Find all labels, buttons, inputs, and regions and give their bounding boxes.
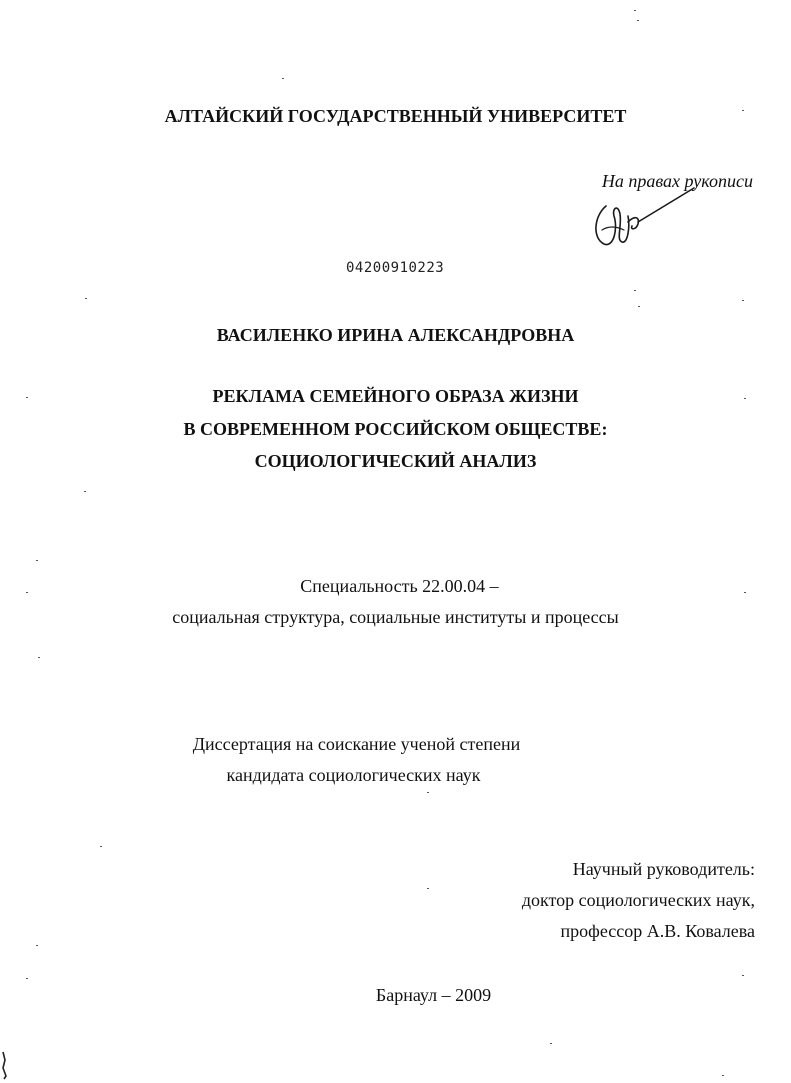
advisor-degree: доктор социологических наук, (521, 890, 755, 910)
scan-speck (637, 20, 639, 21)
title-line-1: РЕКЛАМА СЕМЕЙНОГО ОБРАЗА ЖИЗНИ (212, 386, 579, 406)
specialty-code: Специальность 22.00.04 – (300, 576, 499, 596)
title-line-3: СОЦИОЛОГИЧЕСКИЙ АНАЛИЗ (254, 451, 537, 471)
dissertation-field: кандидата социологических наук (226, 765, 481, 785)
author-name: ВАСИЛЕНКО ИРИНА АЛЕКСАНДРОВНА (216, 325, 575, 345)
scan-speck (282, 78, 284, 79)
scan-speck (36, 560, 38, 561)
scan-speck (744, 398, 746, 399)
scan-speck (36, 945, 38, 946)
university-name: АЛТАЙСКИЙ ГОСУДАРСТВЕННЫЙ УНИВЕРСИТЕТ (164, 106, 627, 126)
city-year: Барнаул – 2009 (375, 985, 492, 1005)
scan-speck (38, 657, 40, 658)
scan-speck (84, 491, 86, 492)
scan-edge-mark (0, 1050, 10, 1080)
scan-speck (722, 1075, 724, 1076)
signature-icon (588, 186, 698, 256)
scan-speck (100, 846, 102, 847)
advisor-name: профессор А.В. Ковалева (560, 921, 755, 941)
scan-speck (85, 298, 87, 299)
scan-speck (742, 300, 744, 301)
scan-speck (427, 888, 429, 889)
manuscript-note: На правах рукописи (601, 171, 753, 191)
scan-speck (427, 792, 429, 793)
scan-speck (742, 110, 744, 111)
scan-speck (744, 592, 746, 593)
scan-speck (638, 306, 640, 307)
dissertation-degree: Диссертация на соискание ученой степени (192, 734, 521, 754)
advisor-heading: Научный руководитель: (572, 859, 755, 879)
scan-speck (742, 975, 744, 976)
registration-number: 04200910223 (346, 260, 445, 276)
scan-speck (634, 10, 636, 11)
title-line-2: В СОВРЕМЕННОМ РОССИЙСКОМ ОБЩЕСТВЕ: (183, 419, 608, 439)
scan-speck (26, 397, 28, 398)
scan-speck (26, 978, 28, 979)
scan-speck (550, 1043, 552, 1044)
scan-speck (26, 592, 28, 593)
specialty-description: социальная структура, социальные институты и процессы (172, 607, 619, 627)
scan-speck (634, 290, 636, 291)
